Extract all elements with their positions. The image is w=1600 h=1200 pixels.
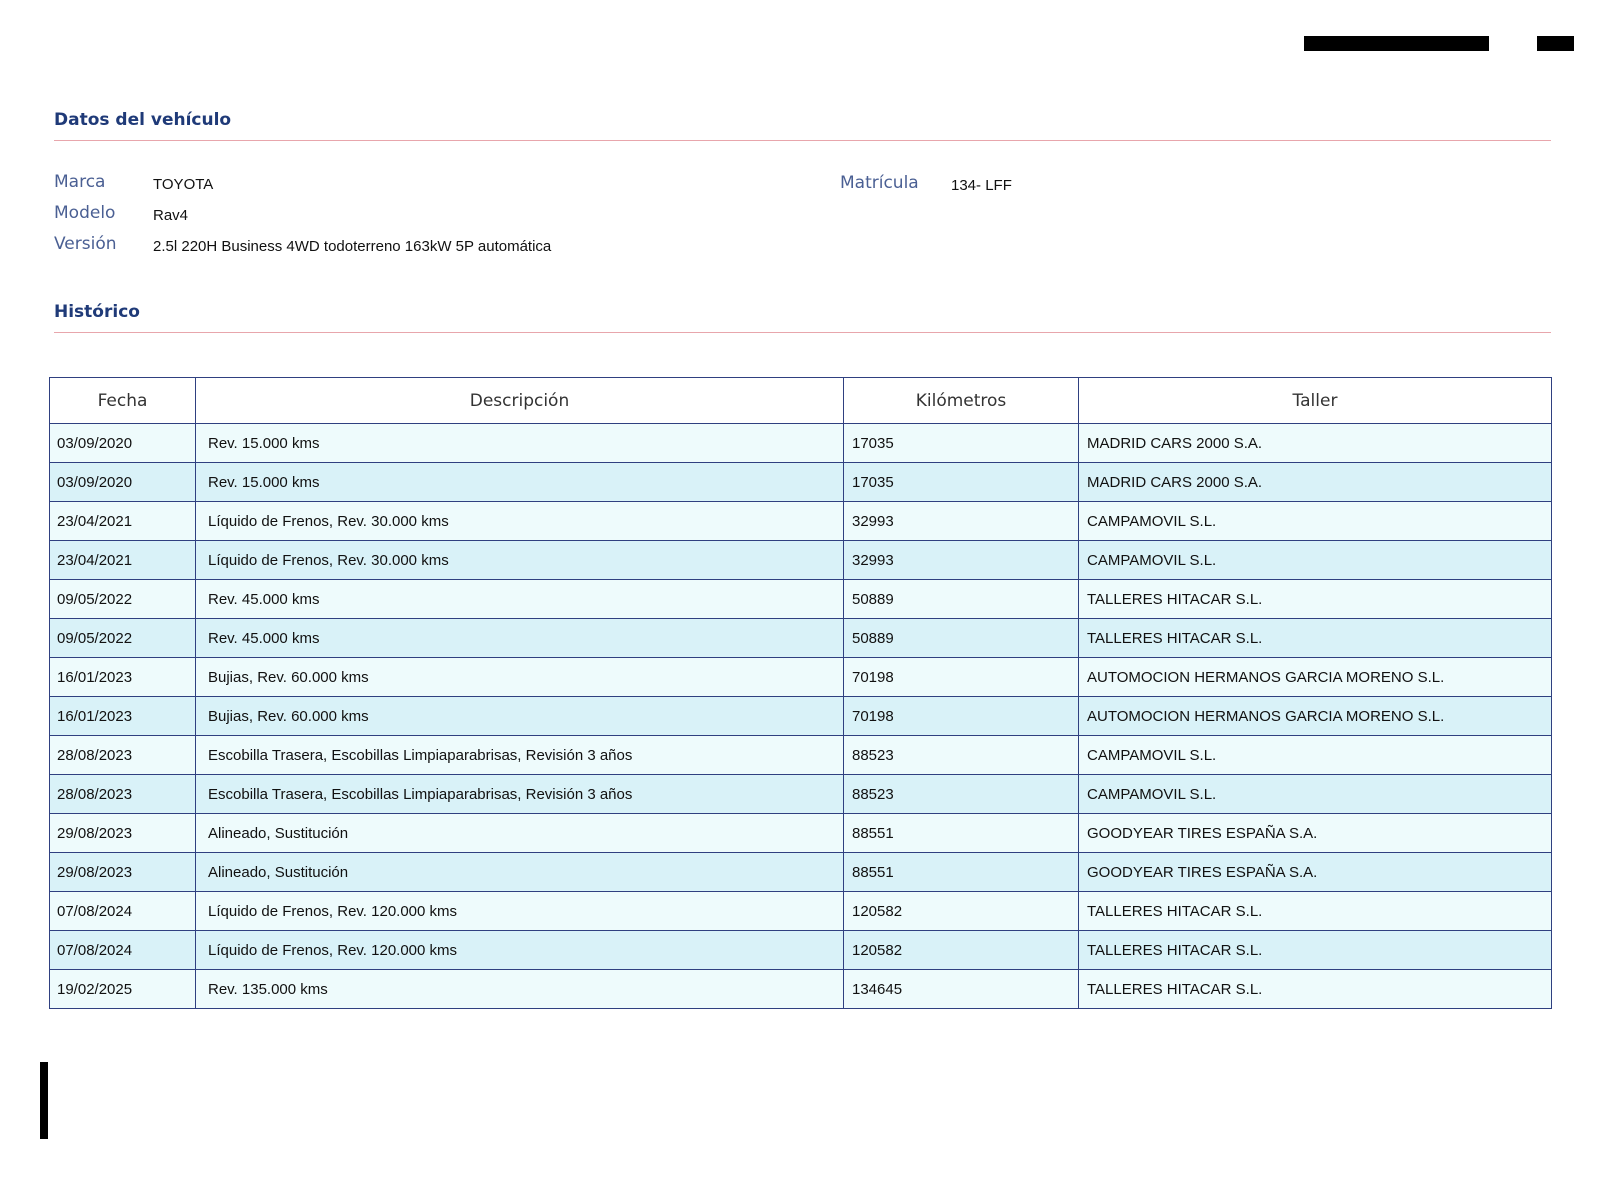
cell-taller: CAMPAMOVIL S.L. (1079, 502, 1552, 541)
cell-fecha: 09/05/2022 (50, 580, 196, 619)
cell-kilometros: 17035 (844, 424, 1079, 463)
cell-descripcion: Rev. 135.000 kms (196, 970, 844, 1009)
table-row (50, 580, 1552, 619)
history-table (49, 377, 1552, 1009)
cell-fecha: 16/01/2023 (50, 697, 196, 736)
cell-taller: MADRID CARS 2000 S.A. (1079, 424, 1552, 463)
cell-descripcion: Bujias, Rev. 60.000 kms (196, 658, 844, 697)
table-row (50, 541, 1552, 580)
cell-kilometros: 88551 (844, 814, 1079, 853)
cell-fecha: 09/05/2022 (50, 619, 196, 658)
cell-taller: TALLERES HITACAR S.L. (1079, 892, 1552, 931)
table-row (50, 970, 1552, 1009)
vehicle-section-title: Datos del vehículo (54, 110, 232, 130)
cell-taller: TALLERES HITACAR S.L. (1079, 931, 1552, 970)
cell-fecha: 03/09/2020 (50, 424, 196, 463)
cell-descripcion: Rev. 45.000 kms (196, 619, 844, 658)
matricula-label: Matrícula (840, 173, 919, 193)
modelo-value: Rav4 (153, 207, 189, 224)
column-header-fecha: Fecha (50, 378, 196, 424)
history-section-divider (54, 332, 1551, 333)
version-label: Versión (54, 234, 117, 254)
cell-descripcion: Alineado, Sustitución (196, 853, 844, 892)
redaction-bar-header-left (1304, 36, 1489, 51)
cell-descripcion: Escobilla Trasera, Escobillas Limpiaparabrisas, Revisión 3 años (196, 736, 844, 775)
history-table-header (50, 378, 1552, 424)
cell-kilometros: 50889 (844, 580, 1079, 619)
marca-value: TOYOTA (153, 176, 214, 193)
cell-taller: CAMPAMOVIL S.L. (1079, 775, 1552, 814)
cell-descripcion: Alineado, Sustitución (196, 814, 844, 853)
cell-descripcion: Bujias, Rev. 60.000 kms (196, 697, 844, 736)
cell-taller: GOODYEAR TIRES ESPAÑA S.A. (1079, 814, 1552, 853)
cell-taller: CAMPAMOVIL S.L. (1079, 736, 1552, 775)
cell-taller: MADRID CARS 2000 S.A. (1079, 463, 1552, 502)
cell-fecha: 23/04/2021 (50, 541, 196, 580)
marca-label: Marca (54, 172, 106, 192)
table-row (50, 853, 1552, 892)
cell-descripcion: Líquido de Frenos, Rev. 30.000 kms (196, 502, 844, 541)
table-row (50, 775, 1552, 814)
cell-kilometros: 88551 (844, 853, 1079, 892)
cell-taller: AUTOMOCION HERMANOS GARCIA MORENO S.L. (1079, 697, 1552, 736)
redaction-bar-header-right (1537, 36, 1574, 51)
table-row (50, 892, 1552, 931)
cell-taller: GOODYEAR TIRES ESPAÑA S.A. (1079, 853, 1552, 892)
version-value: 2.5l 220H Business 4WD todoterreno 163kW 5P automática (153, 238, 552, 255)
table-row (50, 619, 1552, 658)
cell-kilometros: 32993 (844, 502, 1079, 541)
cell-descripcion: Líquido de Frenos, Rev. 120.000 kms (196, 892, 844, 931)
cell-kilometros: 32993 (844, 541, 1079, 580)
cell-descripcion: Rev. 15.000 kms (196, 463, 844, 502)
table-row (50, 814, 1552, 853)
cell-kilometros: 88523 (844, 736, 1079, 775)
cell-fecha: 29/08/2023 (50, 814, 196, 853)
cell-kilometros: 70198 (844, 658, 1079, 697)
cell-taller: CAMPAMOVIL S.L. (1079, 541, 1552, 580)
cell-fecha: 29/08/2023 (50, 853, 196, 892)
cell-kilometros: 88523 (844, 775, 1079, 814)
cell-fecha: 07/08/2024 (50, 892, 196, 931)
cell-kilometros: 70198 (844, 697, 1079, 736)
table-row (50, 463, 1552, 502)
table-row (50, 697, 1552, 736)
cell-descripcion: Escobilla Trasera, Escobillas Limpiaparabrisas, Revisión 3 años (196, 775, 844, 814)
cell-fecha: 19/02/2025 (50, 970, 196, 1009)
cell-taller: TALLERES HITACAR S.L. (1079, 619, 1552, 658)
vehicle-section-divider (54, 140, 1551, 141)
modelo-label: Modelo (54, 203, 116, 223)
cell-taller: TALLERES HITACAR S.L. (1079, 970, 1552, 1009)
cell-fecha: 28/08/2023 (50, 775, 196, 814)
cell-kilometros: 17035 (844, 463, 1079, 502)
cell-descripcion: Rev. 15.000 kms (196, 424, 844, 463)
cell-fecha: 23/04/2021 (50, 502, 196, 541)
cell-taller: AUTOMOCION HERMANOS GARCIA MORENO S.L. (1079, 658, 1552, 697)
cell-taller: TALLERES HITACAR S.L. (1079, 580, 1552, 619)
cell-kilometros: 50889 (844, 619, 1079, 658)
cell-kilometros: 120582 (844, 931, 1079, 970)
column-header-taller: Taller (1079, 378, 1552, 424)
cell-descripcion: Líquido de Frenos, Rev. 120.000 kms (196, 931, 844, 970)
table-row (50, 658, 1552, 697)
table-row (50, 736, 1552, 775)
cell-fecha: 07/08/2024 (50, 931, 196, 970)
redaction-bar-footer (40, 1062, 48, 1139)
table-row (50, 424, 1552, 463)
table-row (50, 502, 1552, 541)
matricula-value: 134- LFF (951, 177, 1012, 194)
column-header-kilometros: Kilómetros (844, 378, 1079, 424)
table-row (50, 931, 1552, 970)
cell-fecha: 16/01/2023 (50, 658, 196, 697)
history-section-title: Histórico (54, 302, 140, 322)
column-header-descripcion: Descripción (196, 378, 844, 424)
cell-fecha: 28/08/2023 (50, 736, 196, 775)
cell-kilometros: 120582 (844, 892, 1079, 931)
cell-descripcion: Líquido de Frenos, Rev. 30.000 kms (196, 541, 844, 580)
cell-fecha: 03/09/2020 (50, 463, 196, 502)
cell-kilometros: 134645 (844, 970, 1079, 1009)
cell-descripcion: Rev. 45.000 kms (196, 580, 844, 619)
